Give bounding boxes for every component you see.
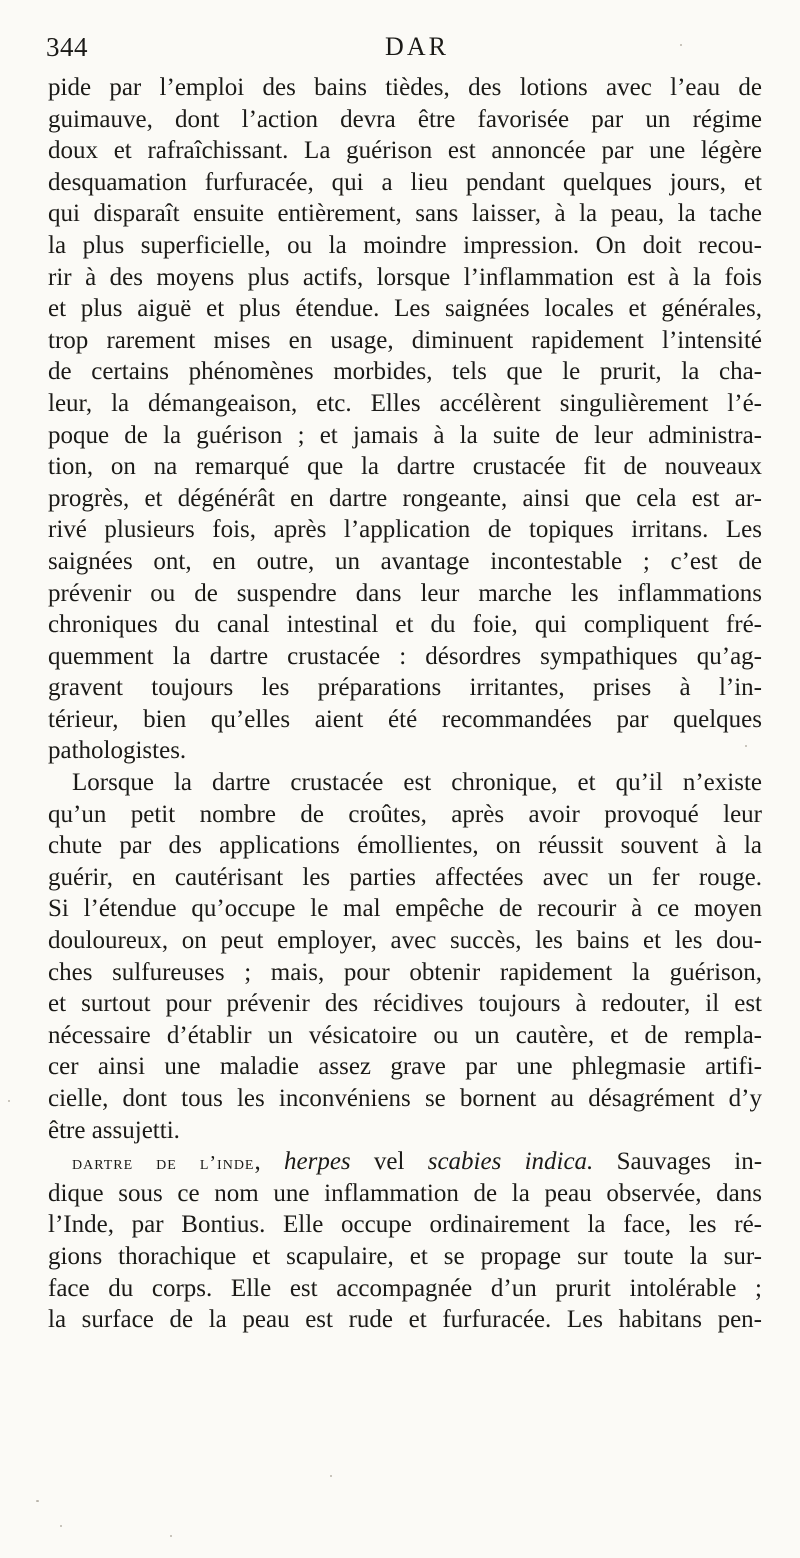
paper-speck: [36, 1500, 39, 1502]
text-line: pathologistes.: [48, 737, 187, 765]
text-line: qu’un petit nombre de croûtes, après avoir provoqué leur: [48, 800, 762, 828]
text-line: guimauve, dont l’action devra être favorisée par un régime: [48, 105, 762, 133]
text-line: et surtout pour prévenir des récidives toujours à redouter, il est: [48, 990, 762, 1018]
text-line: nécessaire d’établir un vésicatoire ou un cautère, et de rempla-: [48, 1021, 762, 1049]
text-line: progrès, et dégénérât en dartre rongeante, ainsi que cela est ar-: [48, 484, 762, 512]
text-line: prévenir ou de suspendre dans leur marche les inflammations: [48, 579, 762, 607]
text-line: chroniques du canal intestinal et du foie, qui compliquent fré-: [48, 611, 762, 639]
text-line: desquamation furfuracée, qui a lieu pendant quelques jours, et: [48, 168, 762, 196]
text-line: Lorsque la dartre crustacée est chronique, et qu’il n’existe: [72, 769, 762, 797]
text-line: la surface de la peau est rude et furfuracée. Les habitans pen-: [48, 1306, 762, 1334]
text-line: être assujetti.: [48, 1116, 180, 1144]
text-line: et plus aiguë et plus étendue. Les saignées locales et générales,: [48, 295, 762, 323]
text-line: dique sous ce nom une inflammation de la peau observée, dans: [48, 1179, 762, 1207]
text-line: rir à des moyens plus actifs, lorsque l’inflammation est à la fois: [48, 263, 762, 291]
page-header: [46, 32, 758, 68]
text-line: poque de la guérison ; et jamais à la suite de leur administra-: [48, 421, 762, 449]
entry-first-line-rest: Sauvages in-: [593, 1148, 763, 1176]
text-line: saignées ont, en outre, un avantage incontestable ; c’est de: [48, 547, 762, 575]
paper-speck: [680, 44, 682, 46]
text-line: de certains phénomènes morbides, tels que le prurit, la cha-: [48, 358, 762, 386]
text-line: rivé plusieurs fois, après l’application de topiques irritans. Les: [48, 516, 762, 544]
text-line: tion, on na remarqué que la dartre crustacée fit de nouveaux: [48, 453, 762, 481]
entry-punct: ,: [254, 1148, 284, 1176]
running-head: DAR: [385, 32, 449, 61]
entry-latin-term: herpes: [284, 1148, 351, 1176]
body-text: [48, 72, 762, 1336]
text-line: ches sulfureuses ; mais, pour obtenir rapidement la guérison,: [48, 958, 762, 986]
paper-speck: [745, 745, 747, 747]
text-line: trop rarement mises en usage, diminuent rapidement l’intensité: [48, 326, 762, 354]
entry-conjunction: vel: [350, 1148, 428, 1176]
text-line: gions thorachique et scapulaire, et se propage sur toute la sur-: [48, 1242, 762, 1270]
text-line: guérir, en cautérisant les parties affectées avec un fer rouge.: [48, 863, 762, 891]
paragraph-treatment-acute: [48, 72, 762, 767]
text-line: pide par l’emploi des bains tièdes, des lotions avec l’eau de: [48, 74, 762, 101]
text-line: face du corps. Elle est accompagnée d’un prurit intolérable ;: [48, 1274, 762, 1302]
text-line: térieur, bien qu’elles aient été recommandées par quelques: [48, 705, 762, 733]
text-line: quemment la dartre crustacée : désordres sympathiques qu’ag-: [48, 642, 762, 670]
entry-headword: dartre de l’inde: [72, 1152, 255, 1175]
text-line: chute par des applications émollientes, on réussit souvent à la: [48, 832, 762, 860]
text-line: la plus superficielle, ou la moindre impression. On doit recou-: [48, 231, 762, 259]
paper-speck: [60, 1525, 62, 1527]
entry-first-line: [48, 1146, 762, 1178]
text-line: gravent toujours les préparations irritantes, prises à l’in-: [48, 674, 762, 702]
text-line: cer ainsi une maladie assez grave par une phlegmasie artifi-: [48, 1053, 762, 1081]
text-line: l’Inde, par Bontius. Elle occupe ordinairement la face, les ré-: [48, 1211, 762, 1239]
text-line: cielle, dont tous les inconvéniens se bornent au désagrément d’y: [48, 1085, 762, 1112]
text-line: Si l’étendue qu’occupe le mal empêche de recourir à ce moyen: [48, 895, 762, 923]
paper-speck: [170, 1535, 172, 1537]
entry-dartre-de-l-inde: [48, 1146, 762, 1336]
text-line: douloureux, on peut employer, avec succès, les bains et les dou-: [48, 927, 762, 955]
paper-speck: [8, 1100, 10, 1102]
text-line: doux et rafraîchissant. La guérison est annoncée par une légère: [48, 137, 762, 165]
paragraph-treatment-chronic: [48, 767, 762, 1146]
paper-speck: [330, 1475, 332, 1477]
entry-latin-term: scabies indica.: [427, 1148, 594, 1176]
text-line: leur, la démangeaison, etc. Elles accélèrent singulièrement l’é-: [48, 389, 762, 417]
page-number: 344: [46, 32, 88, 62]
text-line: qui disparaît ensuite entièrement, sans laisser, à la peau, la tache: [48, 200, 762, 228]
